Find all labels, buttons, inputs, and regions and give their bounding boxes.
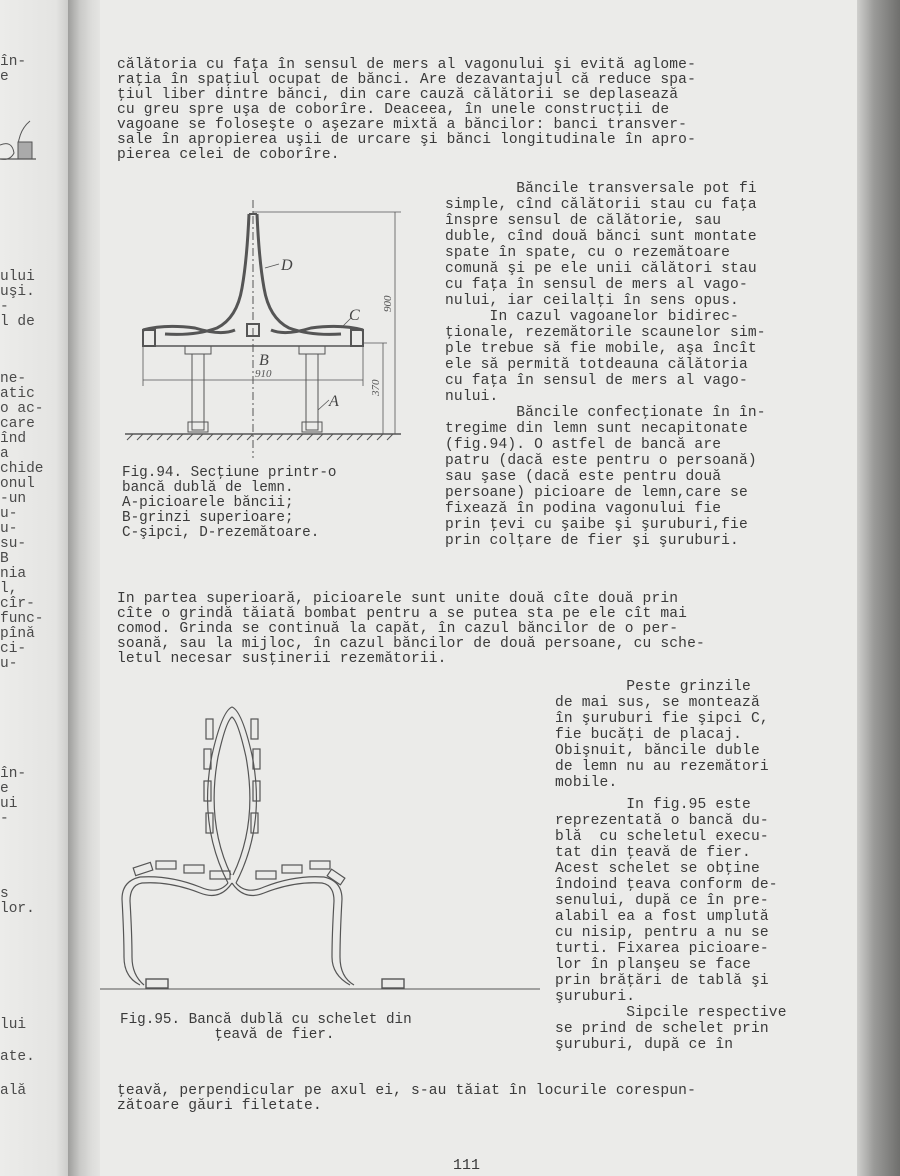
prev-page-text: e	[0, 69, 9, 85]
prev-page-text: B	[0, 551, 9, 567]
body-line: prin colţare de fier şi şuruburi.	[445, 533, 739, 549]
prev-page-text: ne-	[0, 371, 27, 387]
body-line: senului, după ce în pre-	[555, 893, 769, 909]
slat	[310, 861, 330, 869]
leg-cap-left	[185, 346, 211, 354]
prev-page-text: u-	[0, 521, 18, 537]
body-line: turti. Fixarea picioare-	[555, 941, 769, 957]
prev-page-text: nia	[0, 566, 27, 582]
prev-page-text: uşi.	[0, 284, 35, 300]
slat	[327, 869, 345, 885]
body-line: se prind de schelet prin	[555, 1021, 769, 1037]
book-gutter	[68, 0, 102, 1176]
tube-right-outer	[236, 877, 354, 985]
body-line: (fig.94). O astfel de bancă are	[445, 437, 722, 453]
slat	[282, 865, 302, 873]
body-line: pierea celei de coborîre.	[117, 147, 340, 163]
backrest-loop-inner	[214, 717, 250, 875]
leg-left	[192, 354, 204, 430]
body-line: Sipcile respective	[555, 1005, 787, 1021]
body-line: ţiul liber dintre bănci, din care cauză călătorii se deplasează	[117, 87, 679, 103]
prev-page-text: lui	[0, 1017, 27, 1033]
prev-page-text: ală	[0, 1083, 27, 1099]
prev-page-text: ului	[0, 269, 35, 285]
body-line: persoane) picioare de lemn,care se	[445, 485, 748, 501]
body-line: cîte o grindă tăiată bombat pentru a se putea sta pe ele cît mai	[117, 606, 688, 622]
caption-line: C-şipci, D-rezemătoare.	[122, 525, 320, 541]
previous-page-edge	[0, 0, 70, 1176]
body-line: duble, cînd două bănci sunt montate	[445, 229, 757, 245]
body-line: blă cu scheletul execu-	[555, 829, 769, 845]
body-line: alabil ea a fost umplută	[555, 909, 769, 925]
prev-page-text: -un	[0, 491, 27, 507]
dimension-910: 910	[255, 368, 272, 380]
body-line: letul necesar susţinerii rezemătorii.	[117, 651, 447, 667]
prev-page-text: su-	[0, 536, 27, 552]
leg-cap-right	[299, 346, 325, 354]
body-line: tregime din lemn sunt necapitonate	[445, 421, 748, 437]
body-line: comună şi pe ele unii călători stau	[445, 261, 757, 277]
foot-clamp-right	[382, 979, 404, 988]
slat	[184, 865, 204, 873]
prev-page-text: s	[0, 886, 9, 902]
body-line: sau şase (dacă este pentru două	[445, 469, 722, 485]
caption-line: A-picioarele băncii;	[122, 495, 294, 511]
end-block-right	[351, 330, 363, 346]
body-line: reprezentată o bancă du-	[555, 813, 769, 829]
prev-page-text: o ac-	[0, 401, 44, 417]
body-line: şuruburi, după ce în	[555, 1037, 734, 1053]
body-line: comod. Grinda se continuă la capăt, în cazul băncilor de o per-	[117, 621, 679, 637]
body-line: Acest schelet se obţine	[555, 861, 760, 877]
body-line: în şuruburi fie şipci C,	[555, 711, 769, 727]
body-line: prin ţevi cu şaibe şi şuruburi,fie	[445, 517, 748, 533]
body-line: Obişnuit, băncile duble	[555, 743, 760, 759]
tube-right-inner	[232, 883, 350, 985]
body-line: simple, cînd călătorii stau cu faţa	[445, 197, 757, 213]
tube-left-outer	[122, 877, 228, 985]
prev-page-text: u-	[0, 506, 18, 522]
foot-clamp-left	[146, 979, 168, 988]
label-b: B	[259, 352, 269, 369]
backrest-loop-outer	[208, 707, 257, 883]
body-line: spate în spate, cu o rezemătoare	[445, 245, 731, 261]
prev-page-text: l,	[0, 581, 18, 597]
end-block-left	[143, 330, 155, 346]
caption-line: Fig.94. Secţiune printr-o	[122, 465, 337, 481]
body-line: prin brăţări de tablă şi	[555, 973, 769, 989]
body-line: raţia în spaţiul ocupat de bănci. Are dezavantajul că reduce spa-	[117, 72, 696, 88]
body-line: îndoind ţeava conform de-	[555, 877, 778, 893]
body-line: In fig.95 este	[555, 797, 751, 813]
body-line: vagoane se foloseşte o aşezare mixtă a băncilor: banci transver-	[117, 117, 688, 133]
body-line: de lemn nu au rezemători	[555, 759, 769, 775]
body-line: zătoare găuri filetate.	[117, 1098, 322, 1114]
body-line: de mai sus, se montează	[555, 695, 760, 711]
prev-page-text: l de	[0, 314, 35, 330]
body-line: ţionale, rezemătorile scaunelor sim-	[445, 325, 766, 341]
prev-page-text: func-	[0, 611, 44, 627]
slat	[256, 871, 276, 879]
body-line: cu greu spre uşa de coborîre. Deaceea, în unele construcţii de	[117, 102, 670, 118]
prev-page-text: ui	[0, 796, 18, 812]
caption-line: ţeavă de fier.	[120, 1027, 335, 1043]
body-line: cu faţa în sensul de mers al vago-	[445, 277, 748, 293]
body-line: In cazul vagoanelor bidirec-	[445, 309, 739, 325]
prev-page-text: u-	[0, 656, 18, 672]
slat	[210, 871, 230, 879]
prev-page-text: ci-	[0, 641, 27, 657]
prev-page-text: -	[0, 811, 9, 827]
slat	[206, 719, 213, 739]
backrest-left	[165, 214, 249, 334]
body-line: sale în apropierea uşii de urcare şi bănci longitudinale în apro-	[117, 132, 696, 148]
tube-left-inner	[130, 883, 232, 985]
body-line: cu faţa în sensul de mers al vago-	[445, 373, 748, 389]
prev-page-text: atic	[0, 386, 35, 402]
body-line: ţeavă, perpendicular pe axul ei, s-au tăiat în locurile corespun-	[117, 1083, 696, 1099]
caption-line: B-grinzi superioare;	[122, 510, 294, 526]
slat	[251, 719, 258, 739]
body-line: In partea superioară, picioarele sunt unite două cîte două prin	[117, 591, 679, 607]
page-right-edge	[857, 0, 900, 1176]
dimension-900: 900	[382, 295, 394, 312]
body-line: înspre sensul de călătorie, sau	[445, 213, 722, 229]
body-line: nului.	[445, 389, 499, 405]
body-line: soană, sau la mijloc, în cazul băncilor de două persoane, cu sche-	[117, 636, 705, 652]
prev-page-text: cîr-	[0, 596, 35, 612]
page-number: 111	[453, 1157, 481, 1174]
body-line: şuruburi.	[555, 989, 636, 1005]
body-line: tat din ţeavă de fier.	[555, 845, 751, 861]
body-line: Băncile confecţionate în în-	[445, 405, 766, 421]
body-line: fie bucăţi de placaj.	[555, 727, 743, 743]
dimension-370: 370	[370, 379, 382, 396]
body-line: patru (dacă este pentru o persoană)	[445, 453, 757, 469]
body-line: călătoria cu faţa în sensul de mers al vagonului şi evită aglome-	[117, 57, 696, 73]
document-page	[100, 0, 857, 1176]
prev-page-text: onul	[0, 476, 35, 492]
body-line: mobile.	[555, 775, 618, 791]
prev-page-text: lor.	[0, 901, 35, 917]
prev-page-text: a	[0, 446, 9, 462]
body-line: ele să permită totdeauna călătoria	[445, 357, 748, 373]
body-line: Băncile transversale pot fi	[445, 181, 757, 197]
body-line: fixează în podina vagonului fie	[445, 501, 722, 517]
prev-page-text: care	[0, 416, 35, 432]
slat	[133, 862, 153, 875]
figure-94-bench-section	[125, 200, 435, 458]
prev-page-figure-fragment	[0, 115, 40, 163]
body-line: lor în planşeu se face	[555, 957, 751, 973]
body-line: Peste grinzile	[555, 679, 751, 695]
leg-right	[306, 354, 318, 430]
figure-95-tube-bench	[100, 695, 540, 1000]
caption-line: bancă dublă de lemn.	[122, 480, 294, 496]
prev-page-text: e	[0, 781, 9, 797]
body-line: cu nisip, pentru a nu se	[555, 925, 769, 941]
floor-hatching	[127, 434, 393, 440]
prev-page-text: pînă	[0, 626, 35, 642]
caption-line: Fig.95. Bancă dublă cu schelet din	[120, 1012, 412, 1028]
prev-page-text: în-	[0, 54, 27, 70]
prev-page-text: înd	[0, 431, 27, 447]
prev-page-text: -	[0, 299, 9, 315]
label-d: D	[281, 257, 293, 274]
backrest-right	[257, 214, 341, 334]
body-line: nului, iar ceilalţi în sens opus.	[445, 293, 739, 309]
label-c: C	[349, 307, 360, 324]
prev-page-text: chide	[0, 461, 44, 477]
prev-page-text: în-	[0, 766, 27, 782]
prev-page-text: ate.	[0, 1049, 35, 1065]
label-a: A	[329, 393, 339, 410]
body-line: ple trebue să fie mobile, aşa încît	[445, 341, 757, 357]
slat	[156, 861, 176, 869]
